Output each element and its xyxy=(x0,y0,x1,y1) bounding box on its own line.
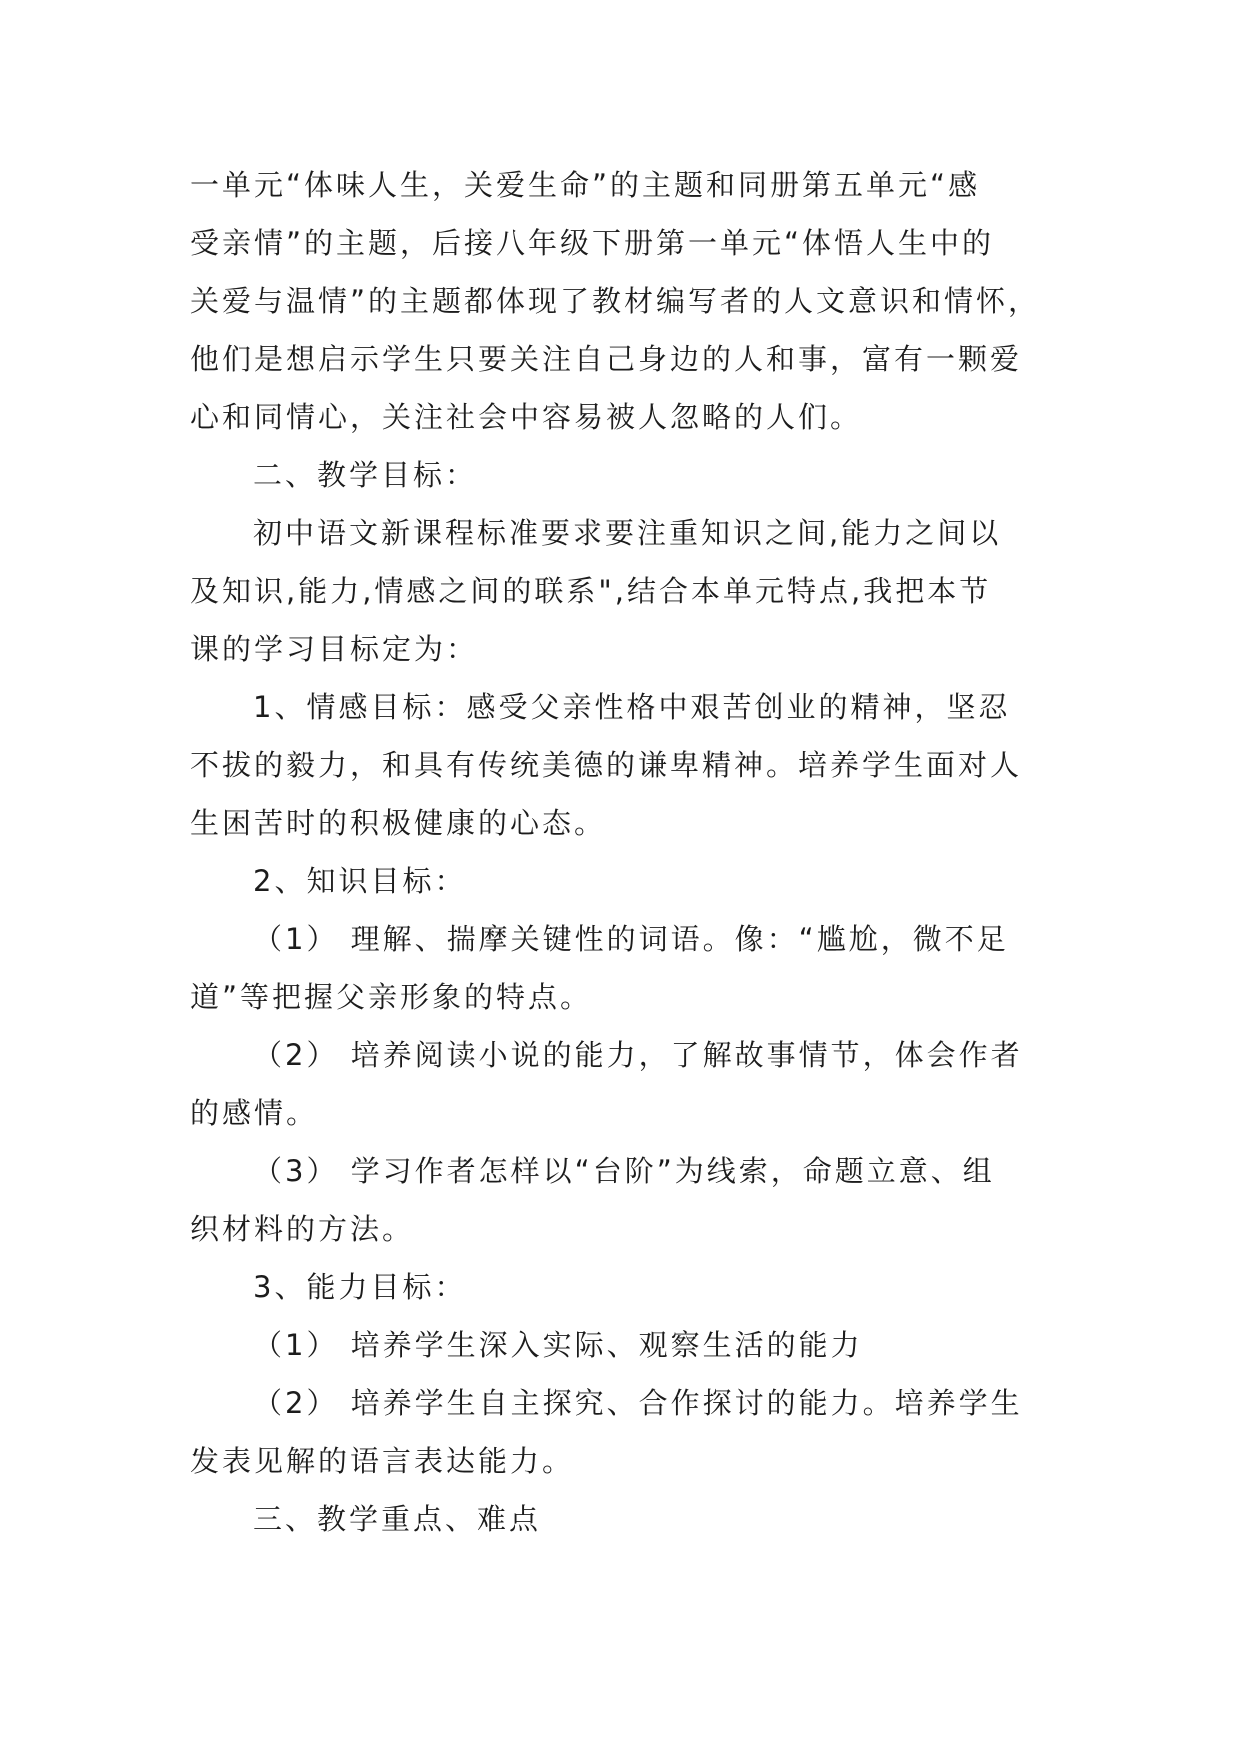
text-line: （1） 理解、揣摩关键性的词语。像：“尴尬，微不足 xyxy=(253,922,1009,956)
text-line: 1、情感目标：感受父亲性格中艰苦创业的精神，坚忍 xyxy=(253,690,1011,724)
subsection-heading: 2、知识目标： xyxy=(253,864,467,898)
text-line: （1） 培养学生深入实际、观察生活的能力 xyxy=(253,1328,863,1362)
text-line: 受亲情”的主题，后接八年级下册第一单元“体悟人生中的 xyxy=(190,226,995,260)
subsection-heading: 3、能力目标： xyxy=(253,1270,467,1304)
text-line: （2） 培养阅读小说的能力，了解故事情节，体会作者 xyxy=(253,1038,1023,1072)
text-line: 的感情。 xyxy=(190,1096,319,1130)
text-line: 心和同情心，关注社会中容易被人忽略的人们。 xyxy=(190,400,863,434)
section-heading: 二、教学目标： xyxy=(253,458,478,492)
section-heading: 三、教学重点、难点 xyxy=(253,1502,542,1536)
text-line: 及知识,能力,情感之间的联系",结合本单元特点,我把本节 xyxy=(190,574,992,608)
text-line: 课的学习目标定为： xyxy=(190,632,479,666)
text-line: （3） 学习作者怎样以“台阶”为线索，命题立意、组 xyxy=(253,1154,995,1188)
text-line: （2） 培养学生自主探究、合作探讨的能力。培养学生 xyxy=(253,1386,1023,1420)
text-line: 不拔的毅力，和具有传统美德的谦卑精神。培养学生面对人 xyxy=(190,748,1023,782)
text-line: 发表见解的语言表达能力。 xyxy=(190,1444,575,1478)
text-line: 关爱与温情”的主题都体现了教材编写者的人文意识和情怀， xyxy=(190,284,1041,318)
text-line: 道”等把握父亲形象的特点。 xyxy=(190,980,593,1014)
text-line: 一单元“体味人生，关爱生命”的主题和同册第五单元“感 xyxy=(190,168,981,202)
text-line: 初中语文新课程标准要求要注重知识之间,能力之间以 xyxy=(253,516,1002,550)
text-line: 他们是想启示学生只要关注自己身边的人和事，富有一颗爱 xyxy=(190,342,1023,376)
text-line: 织材料的方法。 xyxy=(190,1212,415,1246)
text-line: 生困苦时的积极健康的心态。 xyxy=(190,806,607,840)
